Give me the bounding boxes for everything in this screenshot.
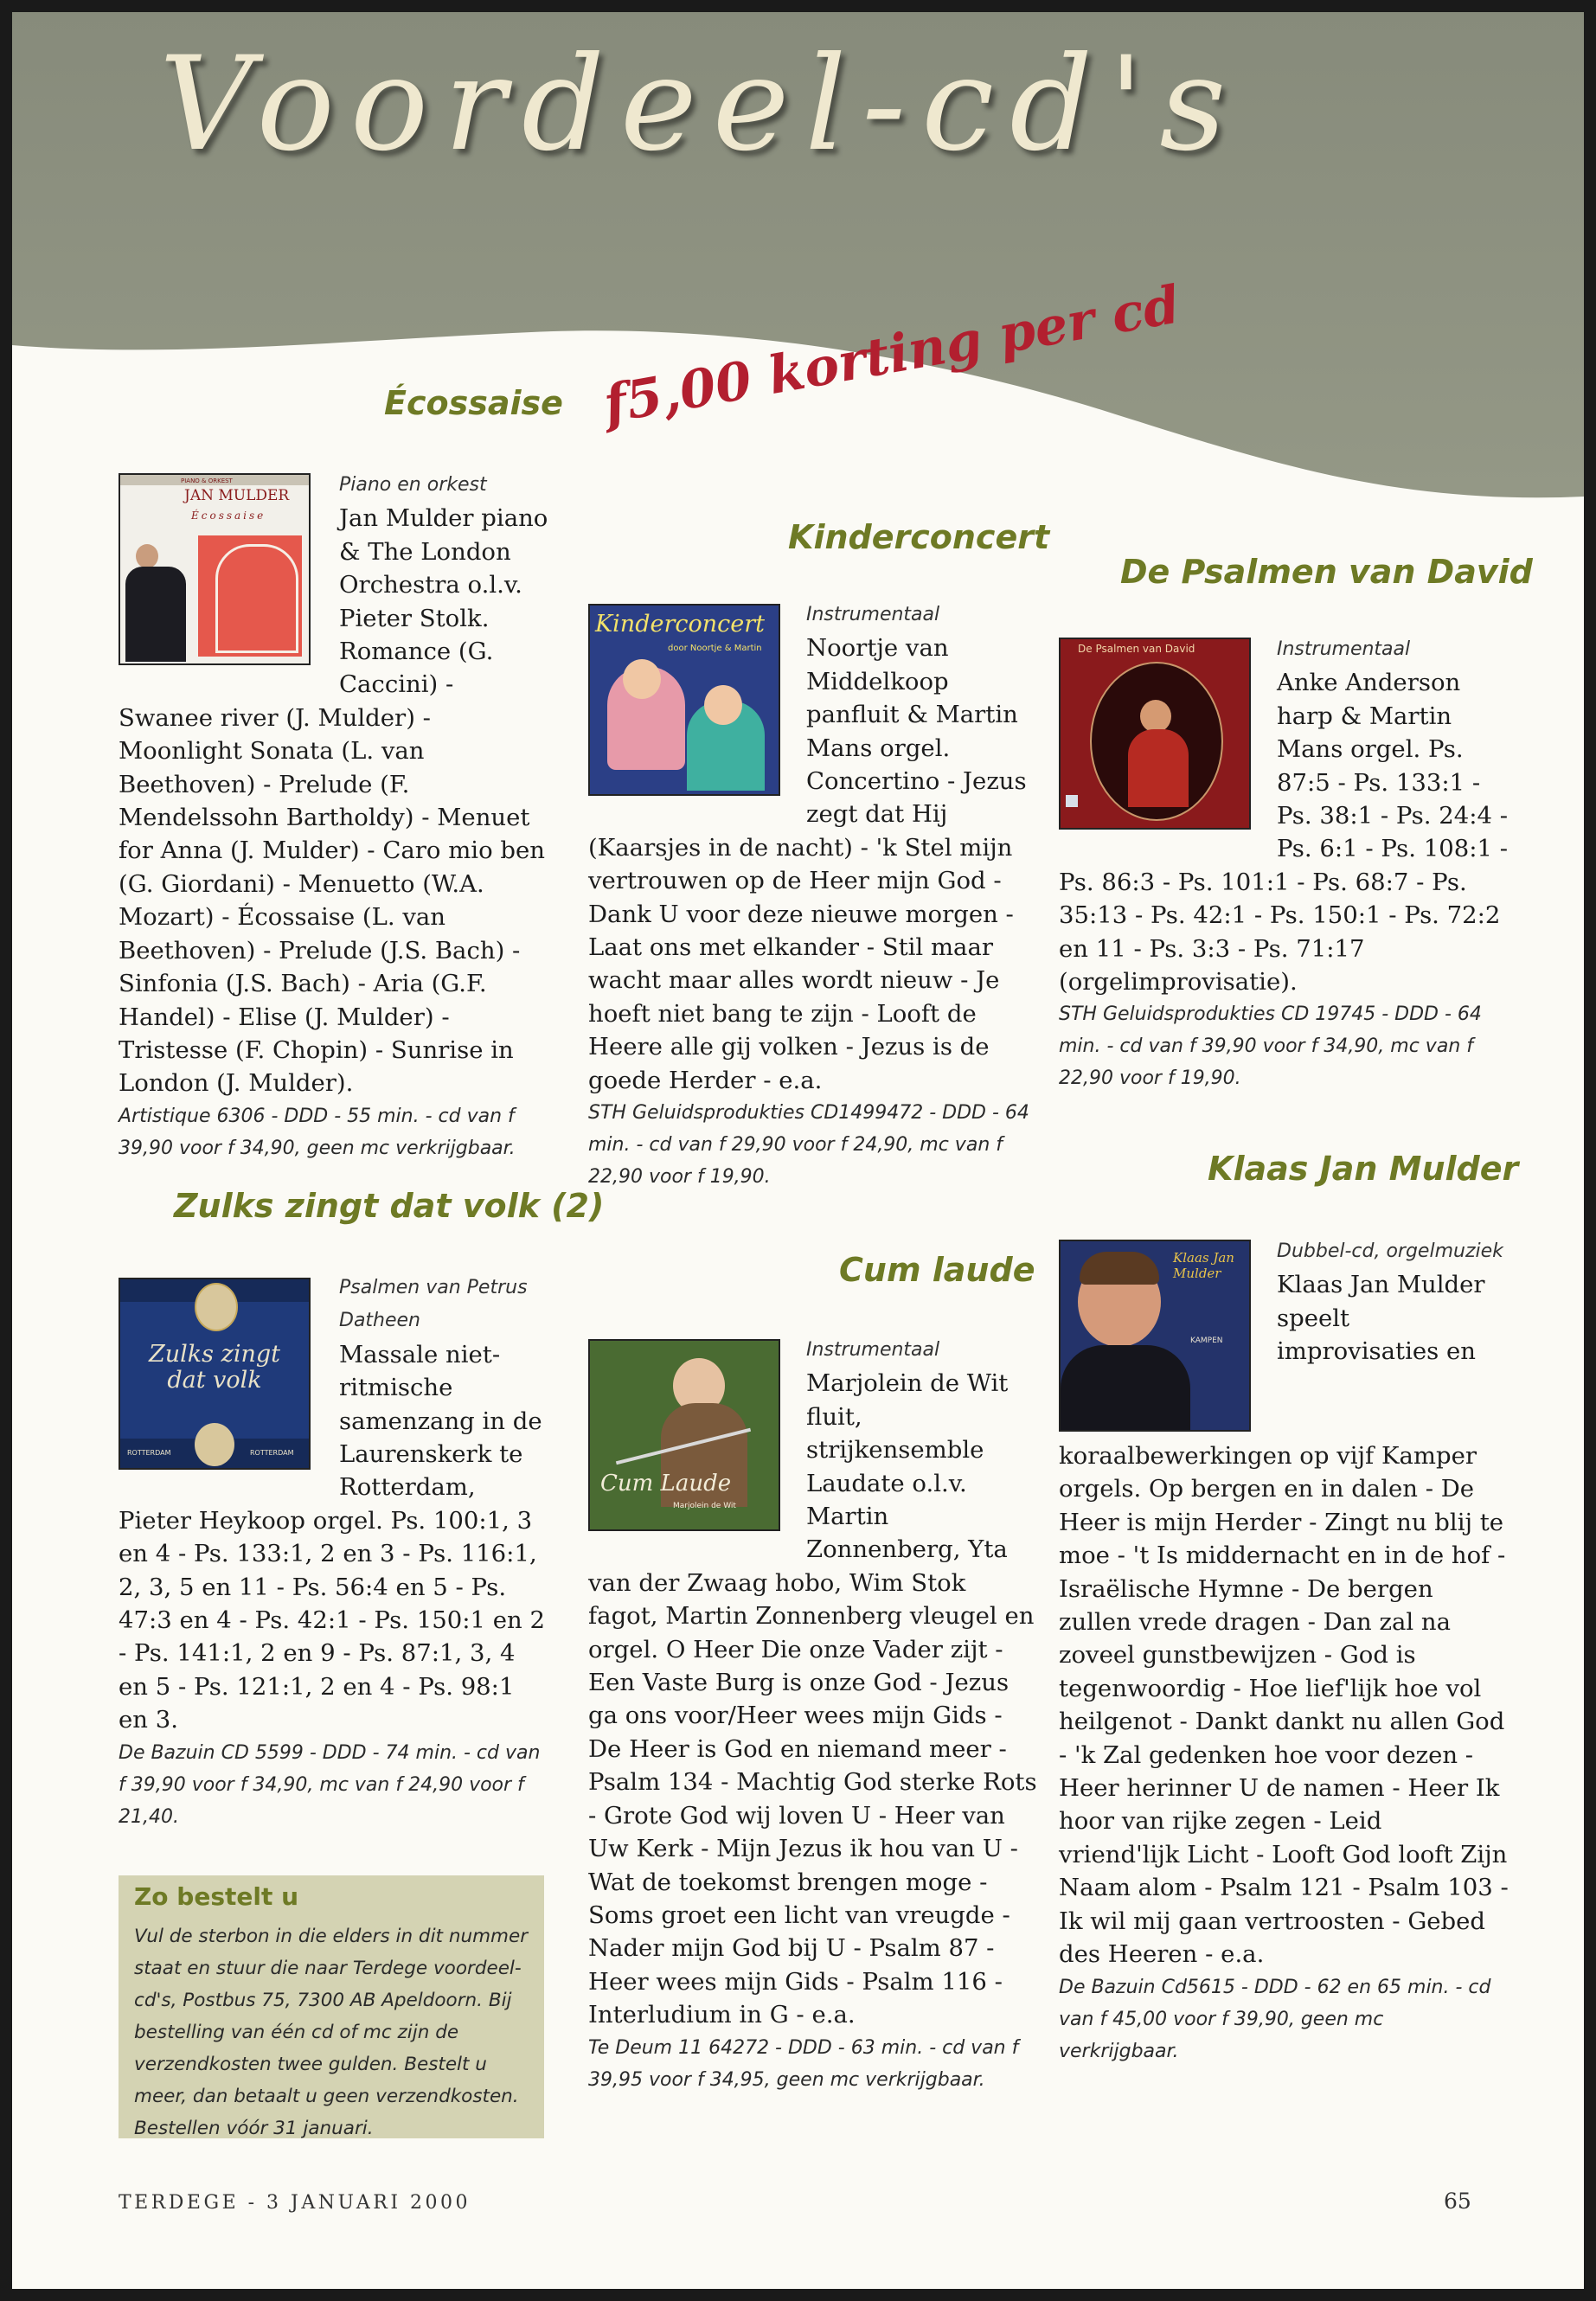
kinderconcert-body: Noortje van Middelkoop panfluit & Martin Mans orgel. Concertino - Jezus zegt dat Hij (Kaarsjes in de nacht) - 'k Stel mijn vertrouwen op de Heer mijn God - Dank U voor deze nieuwe morgen - Laat ons met elkander - Stil maar wacht maar alles wordt nieuw - Je hoeft niet bang te zijn - Looft de Heere alle gij volken - Jezus is de goede Herder - e.a. <box>588 634 1027 1094</box>
page-number: 65 <box>1444 2189 1471 2214</box>
cover-small-text: PIANO & ORKEST <box>181 478 233 484</box>
kinderconcert-genre: Instrumentaal <box>806 604 940 625</box>
page-title: Voordeel-cd's <box>159 29 1242 180</box>
ecossaise-genre: Piano en orkest <box>339 474 487 496</box>
klaas-catalog: De Bazuin Cd5615 - DDD - 62 en 65 min. - cd van f 45,00 voor f 39,90, geen mc verkrijgbaar. <box>1059 1976 1491 2062</box>
klaas-cover-small: KAMPEN <box>1190 1336 1223 1345</box>
zulks-genre: Psalmen van Petrus Datheen <box>339 1277 528 1332</box>
zulks-cover-title: Zulks zingt dat volk <box>149 1341 280 1394</box>
zulks-catalog: De Bazuin CD 5599 - DDD - 74 min. - cd van f 39,90 voor f 34,90, mc van f 24,90 voor f 21,40. <box>119 1741 541 1828</box>
ecossaise-catalog: Artistique 6306 - DDD - 55 min. - cd van f 39,90 voor f 34,90, geen mc verkrijgbaar. <box>119 1105 516 1159</box>
zulks-title: Zulks zingt dat volk (2) <box>174 1187 605 1225</box>
psalmen-title: De Psalmen van David <box>1120 553 1533 591</box>
kinderconcert-catalog: STH Geluidsprodukties CD1499472 - DDD - 64 min. - cd van f 29,90 voor f 24,90, mc van f 22,90 voor f 19,90. <box>588 1102 1029 1189</box>
klaas-body: Klaas Jan Mulder speelt improvisaties en koraalbewerkingen op vijf Kamper orgels. Op bergen en in dalen - De Heer is mijn Herder - Zingt nu blij te moe - 't Is middernacht en in de hof - Israëlische Hymne - De bergen zullen vrede dragen - Dan zal na zoveel gunstbewijzen - God is tegenwoordig - Hoe lief'lijk hoe vol heilgenot - Dankt dankt nu allen God - 'k Zal gedenken hoe voor dezen - Heer herinner U de namen - Heer Ik hoor van rijke zegen - Leid vriend'lijk Licht - Looft God looft Zijn Naam alom - Psalm 121 - Psalm 103 - Ik wil mij gaan vertroosten - Gebed des Heeren - e.a. <box>1059 1271 1509 1969</box>
magazine-page <box>12 12 1584 2289</box>
cover-artist: JAN MULDER <box>184 487 290 504</box>
cumlaude-title: Cum laude <box>839 1251 1035 1289</box>
cumlaude-genre: Instrumentaal <box>806 1339 940 1361</box>
psalmen-cover-title: De Psalmen van David <box>1078 643 1195 655</box>
klaas-genre: Dubbel-cd, orgelmuziek <box>1277 1240 1503 1262</box>
cumlaude-cover-title: Cum Laude <box>600 1471 732 1497</box>
zulks-cover-band-right: ROTTERDAM <box>250 1449 294 1457</box>
order-title: Zo bestelt u <box>134 1882 299 1911</box>
discount-label: f5,00 korting per cd <box>599 274 1184 436</box>
zulks-body: Massale niet-ritmische samenzang in de Laurenskerk te Rotterdam, Pieter Heykoop orgel. Ps. 100:1, 3 en 4 - Ps. 133:1, 2 en 3 - Ps. 116:1, 2, 3, 5 en 11 - Ps. 56:4 en 5 - Ps. 47:3 en 4 - Ps. 42:1 - Ps. 150:1 en 2 - Ps. 141:1, 2 en 9 - Ps. 87:1, 3, 4 en 5 - Ps. 121:1, 2 en 4 - Ps. 98:1 en 3. <box>119 1340 545 1734</box>
footer-magazine: TERDEGE - 3 JANUARI 2000 <box>119 2192 471 2214</box>
cumlaude-body: Marjolein de Wit fluit, strijkensemble Laudate o.l.v. Martin Zonnenberg, Yta van der Zwaag hobo, Wim Stok fagot, Martin Zonnenberg vleugel en orgel. O Heer Die onze Vader zijt - Een Vaste Burg is onze God - Jezus ga ons voor/Heer wees mijn Gids - De Heer is God en niemand meer - Psalm 134 - Machtig God sterke Rots - Grote God wij loven U - Heer van Uw Kerk - Mijn Jezus ik hou van U - Wat de toekomst brengen moge - Soms groet een licht van vreugde - Nader mijn God bij U - Psalm 87 - Heer wees mijn Gids - Psalm 116 - Interludium in G - e.a. <box>588 1369 1037 2029</box>
ecossaise-title: Écossaise <box>384 384 563 422</box>
kinderconcert-cover-title: Kinderconcert <box>595 611 765 638</box>
psalmen-catalog: STH Geluidsprodukties CD 19745 - DDD - 64 min. - cd van f 39,90 voor f 34,90, mc van f 22,90 voor f 19,90. <box>1059 1003 1482 1090</box>
cumlaude-cover-subtitle: Marjolein de Wit <box>673 1502 736 1510</box>
cumlaude-catalog: Te Deum 11 64272 - DDD - 63 min. - cd van f 39,95 voor f 34,95, geen mc verkrijgbaar. <box>588 2036 1019 2091</box>
order-info-box <box>119 1875 544 2138</box>
klaas-cover-script: Klaas Jan Mulder <box>1173 1250 1234 1281</box>
cover-album: Écossaise <box>191 510 266 522</box>
psalmen-genre: Instrumentaal <box>1277 638 1411 660</box>
zulks-cover-band-left: ROTTERDAM <box>127 1449 171 1457</box>
klaas-title: Klaas Jan Mulder <box>1208 1150 1519 1188</box>
ecossaise-body: Jan Mulder piano & The London Orchestra o.l.v. Pieter Stolk. Romance (G. Caccini) - Swanee river (J. Mulder) - Moonlight Sonata (L. van Beethoven) - Prelude (F. Mendelssohn Bartholdy) - Menuet for Anna (J. Mulder) - Caro mio ben (G. Giordani) - Menuetto (W.A. Mozart) - Écossaise (L. van Beethoven) - Prelude (J.S. Bach) - Sinfonia (J.S. Bach) - Aria (G.F. Handel) - Elise (J. Mulder) - Tristesse (F. Chopin) - Sunrise in London (J. Mulder). <box>119 504 548 1098</box>
order-text: Vul de sterbon in die elders in dit nummer staat en stuur die naar Terdege voordeel-cd's, Postbus 75, 7300 AB Apeldoorn. Bij bestelling van één cd of mc zijn de verzendkosten twee gulden. Bestelt u meer, dan betaalt u geen verzendkosten. Bestellen vóór 31 januari. <box>134 1926 529 2139</box>
kinderconcert-title: Kinderconcert <box>788 518 1050 556</box>
kinderconcert-cover-subtitle: door Noortje & Martin <box>668 644 762 653</box>
psalmen-body: Anke Anderson harp & Martin Mans orgel. Ps. 87:5 - Ps. 133:1 - Ps. 38:1 - Ps. 24:4 - Ps. 6:1 - Ps. 108:1 - Ps. 86:3 - Ps. 101:1 - Ps. 68:7 - Ps. 35:13 - Ps. 42:1 - Ps. 150:1 - Ps. 72:2 en 11 - Ps. 3:3 - Ps. 71:17 (orgelimprovisatie). <box>1059 669 1509 997</box>
